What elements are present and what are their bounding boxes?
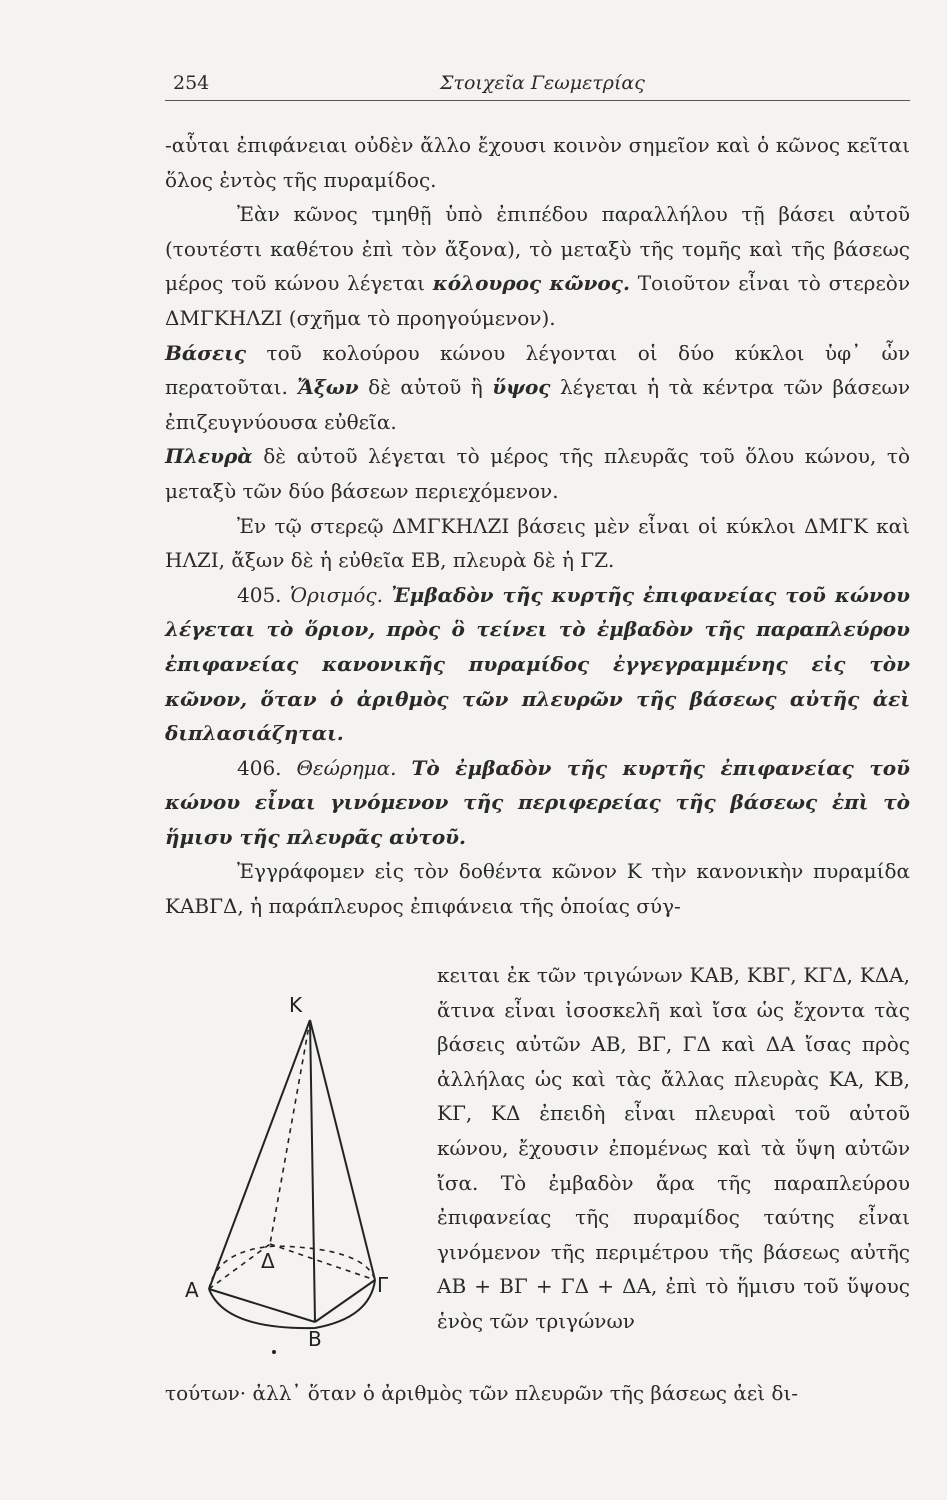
page-header — [165, 70, 910, 101]
paragraph-text: τοῦ κολούρου κώνου λέγονται οἱ δύο κύκλοι ὑφ᾽ ὧν περατοῦται. — [165, 340, 910, 400]
paragraph-text: λέγεται ἡ τὰ κέντρα τῶν βάσεων ἐπιζευγνύουσα εὐθεῖα. — [165, 375, 911, 434]
base-front-arc — [209, 1280, 375, 1328]
section-number: 406. — [237, 755, 282, 780]
term-height: ὕψος — [492, 375, 551, 400]
term-bases: Βάσεις — [165, 340, 247, 365]
proof-text: κειται ἐκ τῶν τριγώνων ΚΑΒ, ΚΒΓ, ΚΓΔ, ΚΔΑ, ἅτινα εἶναι ἰσοσκελῆ καὶ ἴσα ὡς ἔχοντα τὰς βάσεις αὐτῶν ΑΒ, ΒΓ, ΓΔ καὶ ΔΑ ἴσας πρὸς ἀλλήλας ὡς καὶ τὰς ἄλλας πλευρὰς ΚΑ, ΚΒ, ΚΓ, ΚΔ ἐπειδὴ εἶναι πλευραὶ τοῦ αὐτοῦ κώνου, ἔχουσιν ἐπομένως καὶ τὰ ὕψη αὐτῶν ἴσα. Τὸ ἐμβαδὸν ἄρα τῆς παραπλεύρου ἐπιφανείας τῆς πυραμίδος ταύτης εἶναι γινόμενον τῆς περιμέτρου τῆς βάσεως αὐτῆς ΑΒ + ΒΓ + ΓΔ + ΔΑ, ἐπὶ τὸ ἥμισυ τοῦ ὕψους ἑνὸς τῶν τριγώνων — [437, 963, 910, 1333]
running-title: Στοιχεῖα Γεωμετρίας — [440, 72, 645, 94]
section-heading: Θεώρημα. — [296, 755, 397, 780]
label-A: Α — [185, 1278, 199, 1302]
paragraph-bases — [165, 336, 910, 440]
proof-intro: Ἐγγράφομεν εἰς τὸν δοθέντα κῶνον Κ τὴν κανονικὴν πυραμίδα ΚΑΒΓΔ, ἡ παράπλευρος ἐπιφάνεια τῆς ὁποίας σύγ- — [165, 859, 910, 919]
cone-side-right — [310, 1020, 375, 1280]
edge-KB — [310, 1020, 315, 1322]
paragraph-text: δὲ αὐτοῦ ἢ — [368, 375, 483, 400]
term-side: Πλευρὰ — [165, 444, 253, 469]
paragraph-truncated-cone — [165, 197, 910, 335]
section-number: 405. — [237, 582, 282, 607]
term-axis: Ἄξων — [297, 375, 359, 400]
cone-diagram — [165, 992, 437, 1370]
paragraph-example: Ἐν τῷ στερεῷ ΔΜΓΚΗΛΖΙ βάσεις μὲν εἶναι οἱ κύκλοι ΔΜΓΚ καὶ ΗΛΖΙ, ἄξων δὲ ἡ εὐθεῖα ΕΒ, πλευρὰ δὲ ἡ ΓΖ. — [165, 513, 910, 573]
definition-405 — [165, 578, 910, 751]
label-B: Β — [308, 1327, 322, 1351]
body-text — [165, 128, 910, 924]
section-heading: Ὁρισμός. — [289, 582, 383, 607]
definition-text: Ἐμβαδὸν τῆς κυρτῆς ἐπιφανείας τοῦ κώνου λέγεται τὸ ὅριον, πρὸς ὃ τείνει τὸ ἐμβαδὸν τῆς παραπλεύρου ἐπιφανείας κανονικῆς πυραμίδος ἐγγεγραμμένης εἰς τὸν κῶνον, ὅταν ὁ ἀριθμὸς τῶν πλευρῶν τῆς βάσεως αὐτῆς ἀεὶ διπλασιάζηται. — [165, 582, 910, 746]
cone-side-left — [209, 1020, 310, 1289]
paragraph-text: δὲ αὐτοῦ λέγεται τὸ μέρος τῆς πλευρᾶς τοῦ ὅλου κώνου, τὸ μεταξὺ τῶν δύο βάσεων περιεχόμενον. — [165, 444, 911, 503]
label-G: Γ — [377, 1273, 389, 1297]
paragraph-text: Ἐὰν κῶνος τμηθῇ ὑπὸ ἐπιπέδου παραλλήλου τῇ βάσει αὐτοῦ (τουτέστι καθέτου ἐπὶ τὸν ἄξονα), τὸ μεταξὺ τῆς τομῆς καὶ τῆς βάσεως μέρος τοῦ κώνου λέγεται — [165, 202, 910, 296]
theorem-406 — [165, 751, 910, 855]
paragraph-text: Τοιοῦτον εἶναι τὸ στερεὸν ΔΜΓΚΗΛΖΙ (σχῆμα τὸ προηγούμενον). — [165, 271, 910, 330]
term-truncated-cone: κόλουρος κῶνος. — [432, 271, 630, 296]
dot-mark — [272, 1350, 276, 1354]
paragraph-continuation: -αὗται ἐπιφάνειαι οὐδὲν ἄλλο ἔχουσι κοινὸν σημεῖον καὶ ὁ κῶνος κεῖται ὅλος ἐντὸς τῆς πυραμίδος. — [165, 133, 910, 192]
base-back-arc — [209, 1246, 375, 1289]
page-number: 254 — [173, 72, 210, 94]
cone-pyramid-figure — [165, 992, 437, 1370]
edge-AB — [209, 1289, 315, 1322]
label-K: Κ — [289, 993, 303, 1017]
proof-last-line: τούτων· ἀλλ᾽ ὅταν ὁ ἀριθμὸς τῶν πλευρῶν τῆς βάσεως ἀεὶ δι- — [165, 1381, 799, 1405]
theorem-text: Τὸ ἐμβαδὸν τῆς κυρτῆς ἐπιφανείας τοῦ κώνου εἶναι γινόμενον τῆς περιφερείας τῆς βάσεως ἐπὶ τὸ ἥμισυ τῆς πλευρᾶς αὐτοῦ. — [165, 755, 911, 849]
edge-KD — [270, 1020, 310, 1244]
paragraph-side — [165, 439, 910, 508]
label-D: Δ — [261, 1249, 275, 1273]
